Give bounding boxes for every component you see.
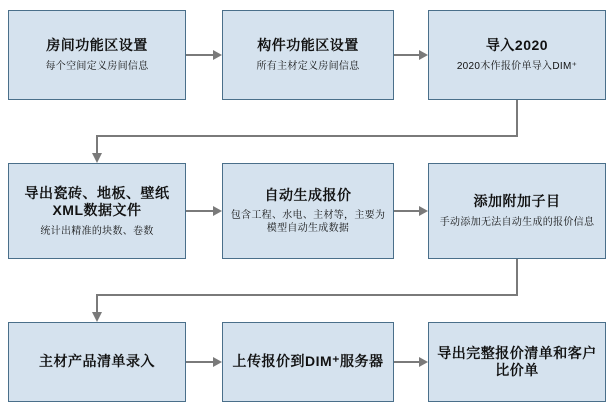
connector-export-xml-to-auto-quote <box>186 204 222 218</box>
node-import-2020[interactable] <box>428 10 606 100</box>
node-auto-generate-quote[interactable] <box>222 163 394 259</box>
node-title: 导入2020 <box>485 37 549 54</box>
node-title: 导出完整报价清单和客户比价单 <box>437 344 597 378</box>
node-title: 上传报价到DIM⁺服务器 <box>232 353 384 370</box>
node-subtitle: 每个空间定义房间信息 <box>45 60 149 72</box>
connector-auto-quote-to-extra-items <box>394 204 428 218</box>
node-main-material-list-entry[interactable] <box>8 322 186 402</box>
node-title: 自动生成报价 <box>264 186 352 203</box>
node-subtitle: 统计出精准的块数、卷数 <box>40 225 154 237</box>
node-upload-quote-to-server[interactable] <box>222 322 394 402</box>
connector-component-to-import <box>394 48 428 62</box>
connector-material-list-to-upload <box>186 355 222 369</box>
node-export-xml-data[interactable] <box>8 163 186 259</box>
node-title: 导出瓷砖、地板、壁纸XML数据文件 <box>24 184 170 218</box>
node-subtitle: 2020木作报价单导入DIM⁺ <box>456 60 578 72</box>
node-subtitle: 包含工程、水电、主材等，主要为模型自动生成数据 <box>230 210 386 235</box>
node-subtitle: 手动添加无法自动生成的报价信息 <box>439 216 595 228</box>
node-subtitle: 所有主材定义房间信息 <box>256 60 360 72</box>
node-title: 添加附加子目 <box>473 193 561 210</box>
node-title: 主材产品清单录入 <box>39 353 155 370</box>
node-room-function-setting[interactable] <box>8 10 186 100</box>
node-export-full-quote[interactable] <box>428 322 606 402</box>
connector-room-to-component <box>186 48 222 62</box>
node-add-extra-items[interactable] <box>428 163 606 259</box>
connector-import-to-export-xml <box>95 100 520 164</box>
connector-upload-to-export-full <box>394 355 428 369</box>
node-component-function-setting[interactable] <box>222 10 394 100</box>
node-title: 构件功能区设置 <box>257 37 359 54</box>
connector-extra-items-to-material-list <box>95 259 520 323</box>
node-title: 房间功能区设置 <box>46 37 148 54</box>
